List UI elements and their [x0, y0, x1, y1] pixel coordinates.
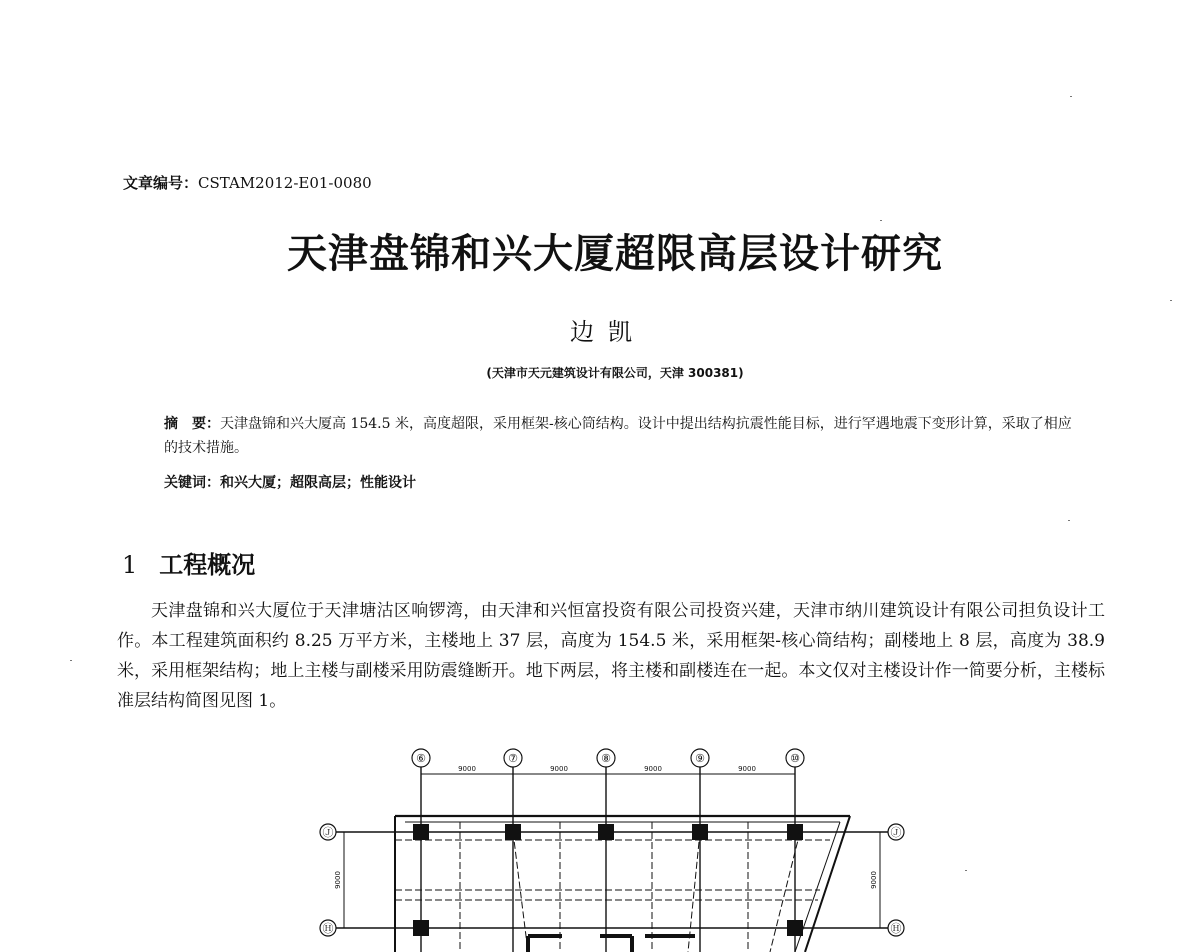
scan-speck	[1068, 520, 1070, 521]
span-dimension: 9000	[458, 765, 476, 773]
paper-title: 天津盘锦和兴大厦超限高层设计研究	[287, 231, 943, 277]
column-label: ⑦	[508, 752, 518, 765]
column-label: ⑩	[790, 752, 800, 765]
section-title: 工程概况	[159, 551, 256, 579]
row-label: Ⓗ	[890, 922, 902, 935]
row-label: Ⓙ	[322, 826, 334, 839]
side-dimension: 9000	[334, 871, 342, 889]
abstract	[164, 412, 1084, 460]
scan-speck	[1170, 300, 1172, 301]
abstract-text: 天津盘锦和兴大厦高 154.5 米，高度超限，采用框架-核心筒结构。设计中提出结构抗震性能目标，进行罕遇地震下变形计算，采取了相应的技术措施。	[164, 416, 1072, 456]
keywords-label: 关键词：	[164, 475, 220, 491]
span-dimension: 9000	[738, 765, 756, 773]
scan-speck	[70, 660, 72, 661]
scan-speck	[880, 220, 882, 221]
section-number: 1	[122, 551, 138, 579]
column-label: ⑧	[601, 752, 611, 765]
row-label: Ⓙ	[890, 826, 902, 839]
scan-speck	[965, 870, 967, 871]
span-dimension: 9000	[550, 765, 568, 773]
section-heading	[122, 545, 255, 580]
structural-plan-figure	[300, 740, 920, 952]
side-dimension: 9000	[870, 871, 878, 889]
article-id-value: CSTAM2012-E01-0080	[198, 174, 372, 192]
abstract-label: 摘 要：	[164, 416, 220, 432]
span-dimension: 9000	[644, 765, 662, 773]
body-paragraph: 天津盘锦和兴大厦位于天津塘沽区响锣湾，由天津和兴恒富投资有限公司投资兴建，天津市纳川建筑设计有限公司担负设计工作。本工程建筑面积约 8.25 万平方米，主楼地上 37 层，高度为 154.5 米，采用框架-核心筒结构；副楼地上 8 层，高度为 38.9 米，采用框架结构；地上主楼与副楼采用防震缝断开。地下两层，将主楼和副楼连在一起。本文仅对主楼设计作一简要分析，主楼标准层结构简图见图 1。	[117, 601, 1105, 711]
affiliation: (天津市天元建筑设计有限公司，天津 300381)	[486, 366, 744, 380]
keywords-text: 和兴大厦；超限高层；性能设计	[220, 475, 416, 491]
author: 边凯	[570, 318, 646, 346]
column-label: ⑨	[695, 752, 705, 765]
scan-speck	[1070, 96, 1072, 97]
row-label: Ⓗ	[322, 922, 334, 935]
keywords	[164, 472, 416, 492]
article-id-label: 文章编号：	[123, 174, 199, 192]
article-id	[123, 172, 372, 193]
column-label: ⑥	[416, 752, 426, 765]
